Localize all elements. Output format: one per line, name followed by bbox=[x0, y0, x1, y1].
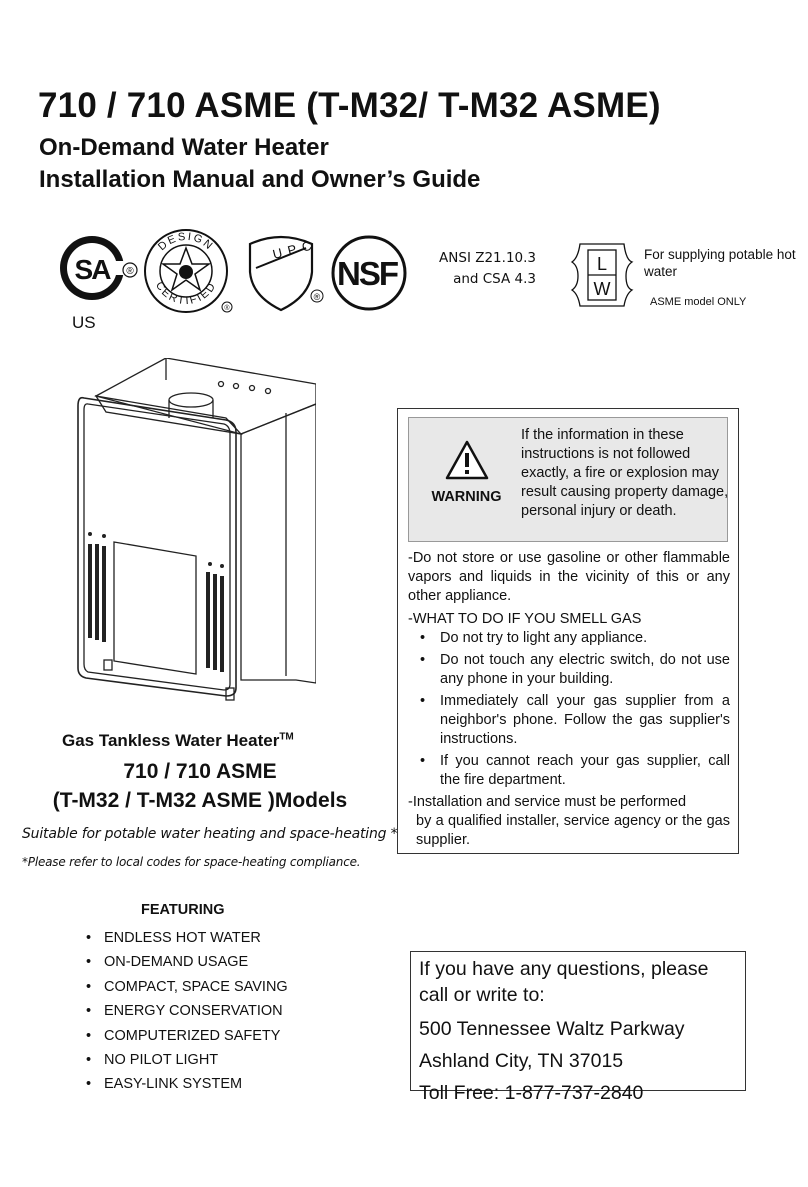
smell-gas-list bbox=[408, 629, 730, 790]
contact-line-1: If you have any questions, please bbox=[419, 958, 709, 980]
svg-text:W: W bbox=[593, 279, 611, 299]
list-item: • EASY-LINK SYSTEM bbox=[86, 1074, 288, 1098]
list-item: • NO PILOT LIGHT bbox=[86, 1050, 288, 1074]
contact-line-2: call or write to: bbox=[419, 984, 545, 1006]
svg-text:SA: SA bbox=[74, 254, 110, 285]
nsf-logo bbox=[330, 234, 410, 314]
warning-body bbox=[408, 549, 730, 850]
list-item: • ON-DEMAND USAGE bbox=[86, 952, 288, 976]
model-line-1: 710 / 710 ASME bbox=[123, 760, 277, 783]
list-item: • Do not try to light any appliance. bbox=[408, 629, 730, 648]
svg-text:®: ® bbox=[224, 305, 230, 312]
do-not-store-text: -Do not store or use gasoline or other flammable vapors and liquids in the vicinity of this or any other appliance. bbox=[408, 550, 730, 604]
smell-gas-title: -WHAT TO DO IF YOU SMELL GAS bbox=[408, 611, 642, 627]
svg-text:L: L bbox=[596, 254, 608, 274]
manual-subtitle: Installation Manual and Owner’s Guide bbox=[39, 166, 481, 193]
installation-text: -Installation and service must be performed bbox=[408, 794, 687, 810]
upc-shield-logo bbox=[246, 234, 328, 314]
warning-label: WARNING bbox=[431, 489, 502, 505]
space-heating-footnote: *Please refer to local codes for space-heating compliance. bbox=[22, 855, 361, 869]
list-item: • ENDLESS HOT WATER bbox=[86, 928, 288, 952]
suitable-note: Suitable for potable water heating and space-heating * bbox=[22, 826, 398, 842]
supply-note: For supplying potable hot water bbox=[644, 247, 796, 279]
water-heater-illustration bbox=[76, 358, 316, 708]
warning-box bbox=[397, 408, 739, 854]
svg-text:NSF: NSF bbox=[337, 255, 397, 292]
csa-region-label: US bbox=[72, 313, 96, 332]
standards-note: ANSI Z21.10.3 and CSA 4.3 bbox=[439, 250, 536, 287]
features-list bbox=[86, 928, 288, 1099]
list-item: • ENERGY CONSERVATION bbox=[86, 1001, 288, 1025]
warning-triangle-icon bbox=[445, 440, 489, 480]
list-item: • COMPUTERIZED SAFETY bbox=[86, 1026, 288, 1050]
installation-text-cont: by a qualified installer, service agency or the gas supplier. bbox=[416, 813, 730, 848]
svg-text:DESIGN: DESIGN bbox=[156, 230, 216, 254]
product-name: Gas Tankless Water Heater™ bbox=[62, 731, 294, 750]
list-item: • COMPACT, SPACE SAVING bbox=[86, 977, 288, 1001]
svg-text:CERTIFIED: CERTIFIED bbox=[152, 279, 220, 308]
contact-address: 500 Tennessee Waltz Parkway bbox=[419, 1018, 685, 1040]
svg-text:UPC: UPC bbox=[271, 236, 319, 262]
warning-head-text: If the information in these instructions is not followed exactly, a fire or explosion may result causing property damage, personal injury or death. bbox=[521, 427, 729, 519]
contact-city: Ashland City, TN 37015 bbox=[419, 1050, 624, 1072]
design-certified-seal bbox=[143, 226, 238, 318]
features-title: FEATURING bbox=[141, 902, 225, 918]
contact-phone: Toll Free: 1-877-737-2840 bbox=[419, 1082, 644, 1104]
list-item: • Immediately call your gas supplier from a neighbor's phone. Follow the gas supplier's instructions. bbox=[408, 692, 730, 749]
product-subtitle: On-Demand Water Heater bbox=[39, 134, 329, 161]
list-item: • Do not touch any electric switch, do not use any phone in your building. bbox=[408, 651, 730, 689]
page-title: 710 / 710 ASME (T-M32/ T-M32 ASME) bbox=[38, 86, 661, 125]
warning-header bbox=[408, 417, 728, 542]
list-item: • If you cannot reach your gas supplier, call the fire department. bbox=[408, 752, 730, 790]
svg-text:®: ® bbox=[126, 266, 134, 277]
svg-text:®: ® bbox=[313, 292, 321, 302]
model-line-2: (T-M32 / T-M32 ASME )Models bbox=[52, 789, 348, 812]
csa-logo bbox=[58, 232, 140, 332]
asme-stamp bbox=[566, 240, 638, 310]
asme-only-note: ASME model ONLY bbox=[650, 296, 747, 308]
contact-box bbox=[410, 951, 746, 1104]
